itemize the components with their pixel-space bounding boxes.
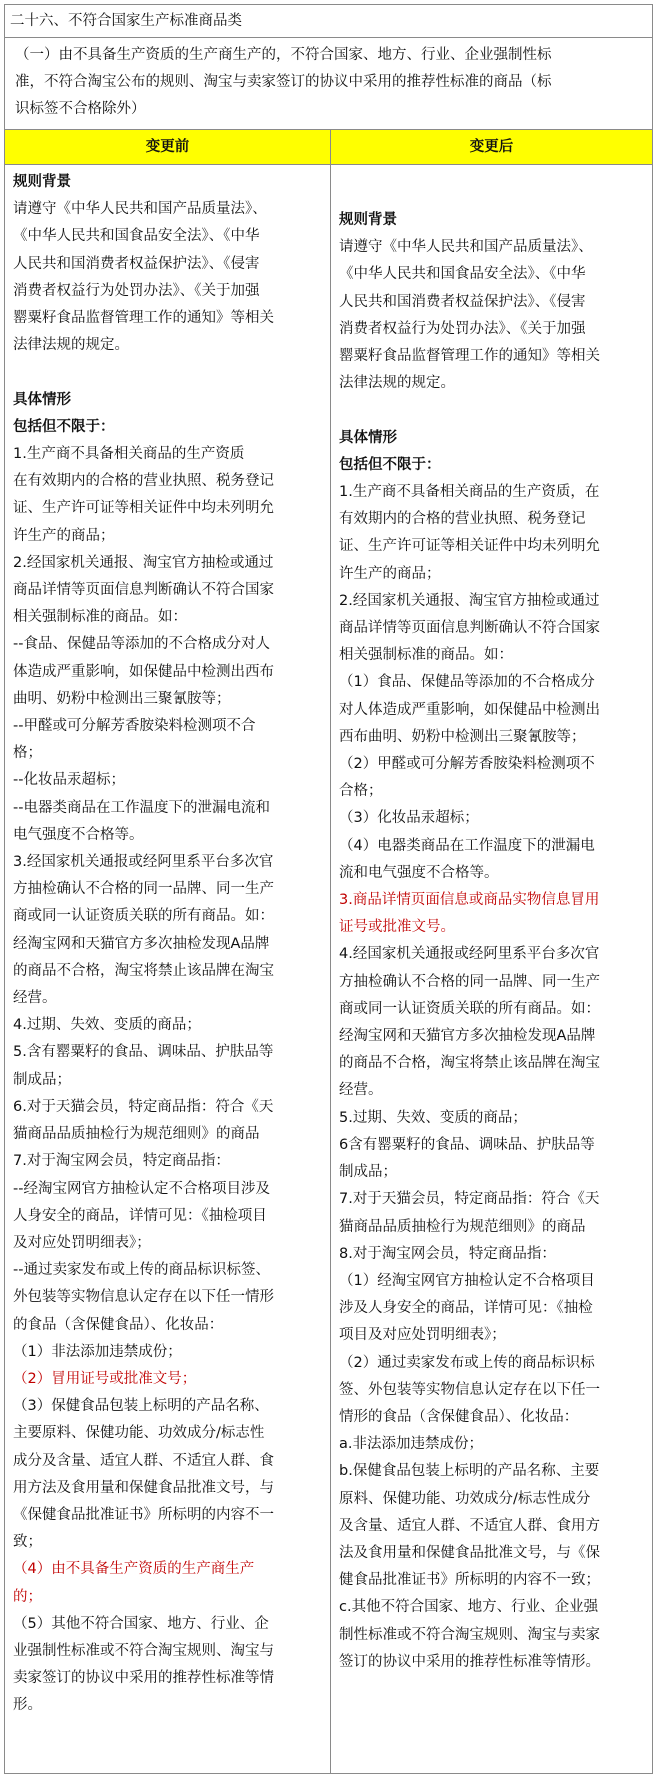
text-line: （2）通过卖家发布或上传的商品标识标 xyxy=(339,1354,595,1371)
text-line: 猫商品品质抽检行为规范细则》的商品 xyxy=(339,1218,586,1235)
before-column xyxy=(5,165,331,1773)
text-line: （1）经淘宝网官方抽检认定不合格项目 xyxy=(339,1272,595,1289)
text-line: 商品详情等页面信息判断确认不符合国家 xyxy=(339,620,600,637)
text-line: 证号或批准文号。 xyxy=(339,919,455,936)
text-line: （1）非法添加违禁成份； xyxy=(13,1343,182,1360)
text-line: 健食品批准证书》所标明的内容不一致； xyxy=(339,1572,600,1589)
text-line: 请遵守《中华人民共和国产品质量法》、 xyxy=(13,201,267,218)
text-line: 的； xyxy=(13,1588,42,1605)
text-line: 证、生产许可证等相关证件中均未列明允 xyxy=(339,538,600,555)
text-line: 电气强度不合格等。 xyxy=(13,826,144,843)
text-line: 及对应处罚明细表》； xyxy=(13,1234,151,1251)
text-line: （4）由不具备生产资质的生产商生产 xyxy=(13,1561,255,1578)
text-line: 相关强制标准的商品。如： xyxy=(13,609,187,626)
header-after: 变更后 xyxy=(331,130,652,164)
text-line: 罂粟籽食品监督管理工作的通知》等相关 xyxy=(339,348,600,365)
text-line: 外包装等实物信息认定存在以下任一情形 xyxy=(13,1289,274,1306)
text-line: 1.生产商不具备相关商品的生产资质，在 xyxy=(339,484,600,501)
text-line: b.保健食品包装上标明的产品名称、主要 xyxy=(339,1463,600,1480)
text-line: 8.对于淘宝网会员，特定商品指： xyxy=(339,1245,556,1262)
text-line: 猫商品品质抽检行为规范细则》的商品 xyxy=(13,1126,260,1143)
text-line: 业强制性标准或不符合淘宝规则、淘宝与 xyxy=(13,1642,274,1659)
text-line: --通过卖家发布或上传的商品标识标签、 xyxy=(13,1262,270,1279)
text-line: 形。 xyxy=(13,1697,42,1714)
intro-line: 准，不符合淘宝公布的规则、淘宝与卖家签订的协议中采用的推荐性标准的商品（标 xyxy=(15,74,552,90)
text-line: 原料、保健功能、功效成分/标志性成分 xyxy=(339,1490,591,1507)
spacer xyxy=(339,397,646,424)
text-line: 成分及含量、适宜人群、不适宜人群、食 xyxy=(13,1452,274,1469)
text-line: 经淘宝网和天猫官方多次抽检发现A品牌 xyxy=(339,1028,596,1045)
text-line: 对人体造成严重影响，如保健品中检测出 xyxy=(339,701,600,718)
section-title: 二十六、不符合国家生产标准商品类 xyxy=(5,5,652,38)
intro-line: 识标签不合格除外） xyxy=(15,101,146,117)
text-line: 情形的食品（含保健食品）、化妆品： xyxy=(339,1408,579,1425)
text-line: c.其他不符合国家、地方、行业、企业强 xyxy=(339,1599,599,1616)
text-line: 许生产的商品； xyxy=(339,565,441,582)
text-line: 消费者权益行为处罚办法》、《关于加强 xyxy=(339,320,586,337)
text-line: 2.经国家机关通报、淘宝官方抽检或通过 xyxy=(13,554,274,571)
text-line: 4.过期、失效、变质的商品； xyxy=(13,1017,201,1034)
text-line: （3）化妆品汞超标； xyxy=(339,810,479,827)
text-line: 证、生产许可证等相关证件中均未列明允 xyxy=(13,500,274,517)
text-line: 经淘宝网和天猫官方多次抽检发现A品牌 xyxy=(13,935,270,952)
text-line: 法律法规的规定。 xyxy=(13,337,129,354)
text-line: --经淘宝网官方抽检认定不合格项目涉及 xyxy=(13,1180,270,1197)
text-line: 用方法及食用量和保健食品批准文号，与 xyxy=(13,1479,274,1496)
text-line: 相关强制标准的商品。如： xyxy=(339,647,513,664)
text-line: 规则背景 xyxy=(13,174,71,190)
text-line: 6含有罂粟籽的食品、调味品、护肤品等 xyxy=(339,1136,595,1153)
text-line: （5）其他不符合国家、地方、行业、企 xyxy=(13,1615,269,1632)
text-line: 6.对于天猫会员，特定商品指：符合《天 xyxy=(13,1098,274,1115)
text-line: 3.经国家机关通报或经阿里系平台多次官 xyxy=(13,854,274,871)
text-line: 罂粟籽食品监督管理工作的通知》等相关 xyxy=(13,310,274,327)
text-line: 7.对于淘宝网会员，特定商品指： xyxy=(13,1153,230,1170)
text-line: --化妆品汞超标； xyxy=(13,772,125,789)
text-line: 在有效期内的合格的营业执照、税务登记 xyxy=(13,473,274,490)
text-line: 具体情形 xyxy=(13,391,71,408)
text-line: 的商品不合格，淘宝将禁止该品牌在淘宝 xyxy=(339,1055,600,1072)
after-column xyxy=(331,165,652,1773)
text-line: 请遵守《中华人民共和国产品质量法》、 xyxy=(339,239,593,256)
text-line: 格； xyxy=(13,745,42,762)
text-line: 西布曲明、奶粉中检测出三聚氰胺等； xyxy=(339,728,586,745)
text-line: --甲醛或可分解芳香胺染料检测项不合 xyxy=(13,718,256,735)
text-line: 商品详情等页面信息判断确认不符合国家 xyxy=(13,582,274,599)
text-line: 法及食用量和保健食品批准文号，与《保 xyxy=(339,1544,600,1561)
text-line: 消费者权益行为处罚办法》、《关于加强 xyxy=(13,282,260,299)
text-line: 制成品； xyxy=(13,1071,71,1088)
text-line: 7.对于天猫会员，特定商品指：符合《天 xyxy=(339,1191,600,1208)
text-line: 签订的协议中采用的推荐性标准等情形。 xyxy=(339,1653,600,1670)
column-header-row xyxy=(5,130,652,165)
text-line: （1）食品、保健品等添加的不合格成分 xyxy=(339,674,595,691)
text-line: 主要原料、保健功能、功效成分/标志性 xyxy=(13,1425,265,1442)
text-line: 签、外包装等实物信息认定存在以下任一 xyxy=(339,1381,600,1398)
rule-change-table xyxy=(4,4,653,1774)
text-line: 2.经国家机关通报、淘宝官方抽检或通过 xyxy=(339,592,600,609)
text-line: （2）甲醛或可分解芳香胺染料检测项不 xyxy=(339,756,595,773)
text-line: 人民共和国消费者权益保护法》、《侵害 xyxy=(13,255,260,272)
text-line: 曲明、奶粉中检测出三聚氰胺等； xyxy=(13,690,231,707)
text-line: --电器类商品在工作温度下的泄漏电流和 xyxy=(13,799,270,816)
text-line: 3.商品详情页面信息或商品实物信息冒用 xyxy=(339,892,600,909)
text-line: 方抽检确认不合格的同一品牌、同一生产 xyxy=(13,881,274,898)
text-line: 商或同一认证资质关联的所有商品。如： xyxy=(339,1000,600,1017)
spacer xyxy=(13,359,324,386)
text-line: （2）冒用证号或批准文号； xyxy=(13,1370,197,1387)
text-line: 《中华人民共和国食品安全法》、《中华 xyxy=(13,228,260,245)
section-intro xyxy=(5,38,652,130)
text-line: 人身安全的商品，详情可见：《抽检项目 xyxy=(13,1207,267,1224)
text-line: a.非法添加违禁成份； xyxy=(339,1436,483,1453)
header-before: 变更前 xyxy=(5,130,331,164)
text-line: 人民共和国消费者权益保护法》、《侵害 xyxy=(339,293,586,310)
text-line: 商或同一认证资质关联的所有商品。如： xyxy=(13,908,274,925)
text-line: 及含量、适宜人群、不适宜人群、食用方 xyxy=(339,1517,600,1534)
text-line: 1.生产商不具备相关商品的生产资质 xyxy=(13,446,245,463)
text-line: 许生产的商品； xyxy=(13,527,115,544)
text-line: 的商品不合格，淘宝将禁止该品牌在淘宝 xyxy=(13,962,274,979)
text-line: （4）电器类商品在工作温度下的泄漏电 xyxy=(339,837,595,854)
text-line: 4.经国家机关通报或经阿里系平台多次官 xyxy=(339,946,600,963)
text-line: 法律法规的规定。 xyxy=(339,375,455,392)
text-line: 流和电气强度不合格等。 xyxy=(339,864,499,881)
text-line: 合格； xyxy=(339,783,383,800)
text-line: --食品、保健品等添加的不合格成分对人 xyxy=(13,636,270,653)
text-line: 有效期内的合格的营业执照、税务登记 xyxy=(339,511,586,528)
text-line: （3）保健食品包装上标明的产品名称、 xyxy=(13,1398,269,1415)
text-line: 卖家签订的协议中采用的推荐性标准等情 xyxy=(13,1670,274,1687)
text-line: 《保健食品批准证书》所标明的内容不一 xyxy=(13,1506,274,1523)
text-line: 5.含有罂粟籽的食品、调味品、护肤品等 xyxy=(13,1044,274,1061)
text-line: 具体情形 xyxy=(339,429,397,446)
text-line: 规则背景 xyxy=(339,212,397,228)
text-line: 涉及人身安全的商品，详情可见：《抽检 xyxy=(339,1300,593,1317)
text-line: 的食品（含保健食品）、化妆品： xyxy=(13,1316,224,1333)
text-line: 致； xyxy=(13,1534,42,1551)
text-line: 经营。 xyxy=(339,1082,383,1099)
text-line: 包括但不限于： xyxy=(339,456,441,473)
text-line: 制成品； xyxy=(339,1164,397,1181)
text-line: 方抽检确认不合格的同一品牌、同一生产 xyxy=(339,973,600,990)
comparison-body xyxy=(5,165,652,1773)
text-line: 包括但不限于： xyxy=(13,418,115,435)
text-line: 制性标准或不符合淘宝规则、淘宝与卖家 xyxy=(339,1626,600,1643)
text-line: 经营。 xyxy=(13,990,57,1007)
text-line: 体造成严重影响，如保健品中检测出西布 xyxy=(13,663,274,680)
text-line: 《中华人民共和国食品安全法》、《中华 xyxy=(339,266,586,283)
intro-line: （一）由不具备生产资质的生产商生产的，不符合国家、地方、行业、企业强制性标 xyxy=(15,47,552,63)
text-line: 5.过期、失效、变质的商品； xyxy=(339,1109,527,1126)
text-line: 项目及对应处罚明细表》； xyxy=(339,1327,506,1344)
